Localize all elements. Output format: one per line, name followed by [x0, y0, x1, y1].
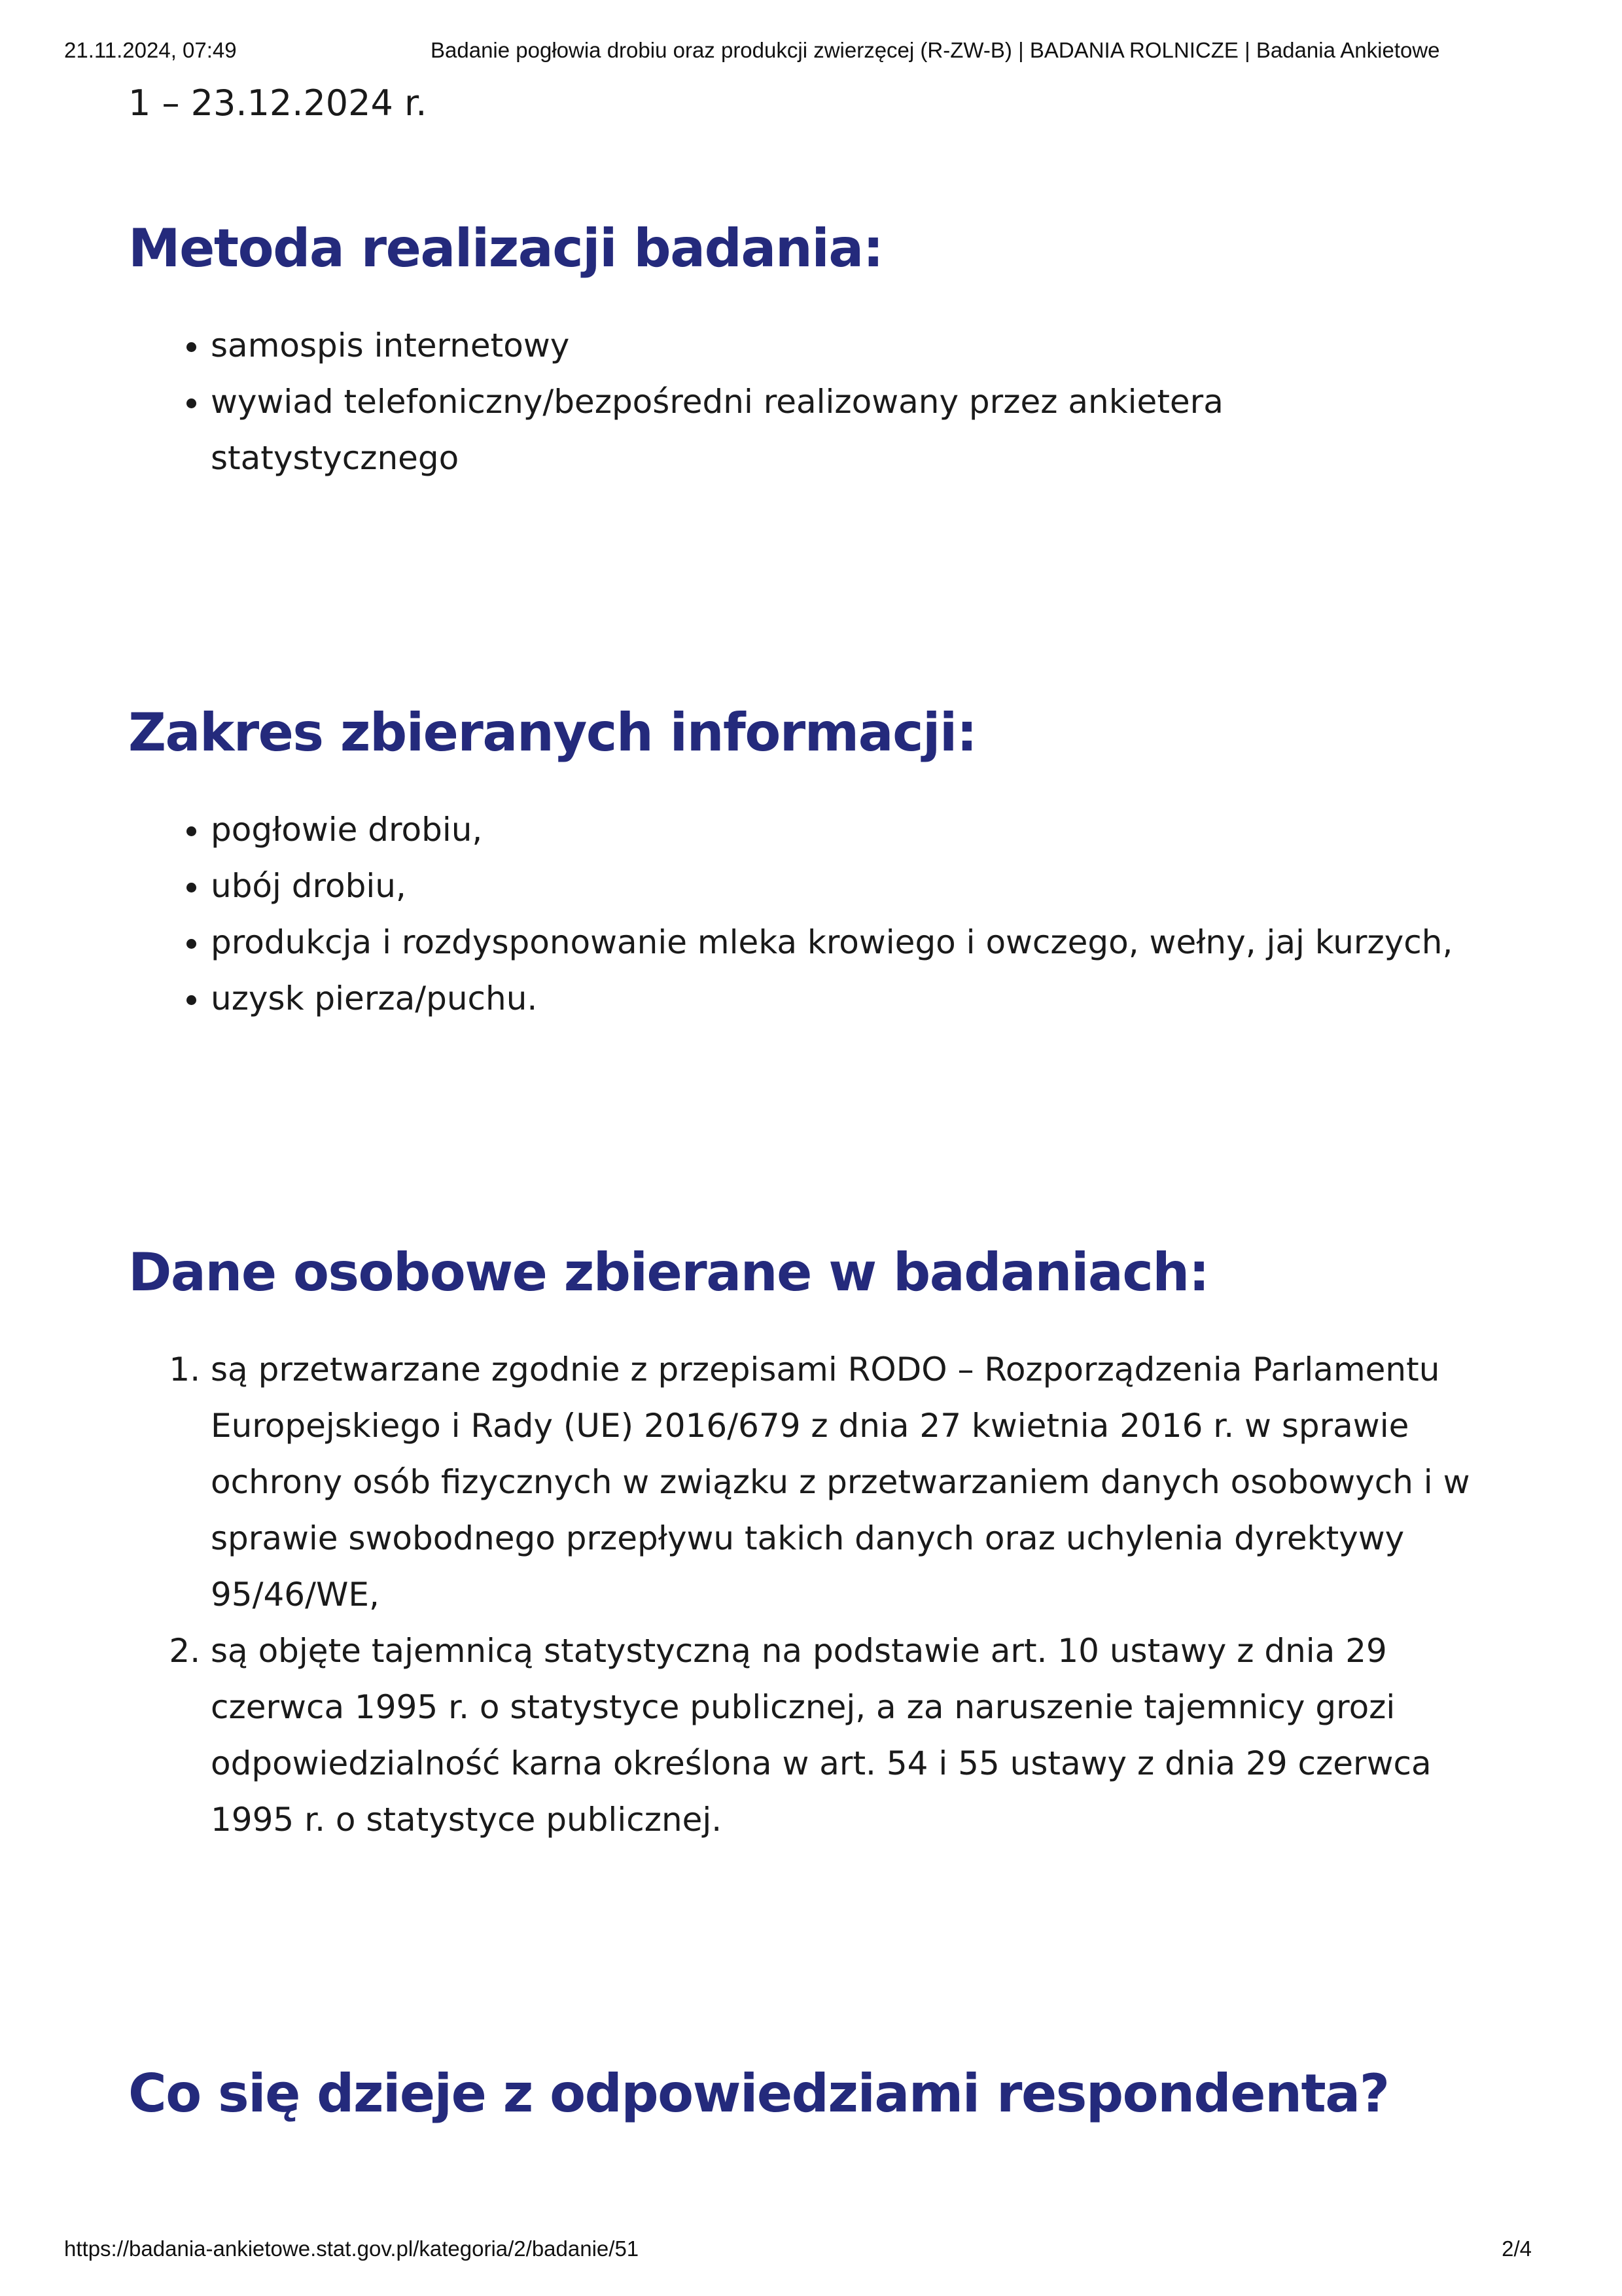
scope-list — [128, 802, 1453, 1027]
list-item: • uzysk pierza/puchu. — [211, 970, 1453, 1027]
method-heading: Metoda realizacji badania: — [128, 218, 883, 279]
method-section — [128, 216, 1388, 486]
survey-date-range: 1 – 23.12.2024 r. — [128, 82, 427, 124]
list-item: 1. są przetwarzane zgodnie z przepisami RODO – Rozporządzenia Parlamentu Europejskiego i Rady (UE) 2016/679 z dnia 27 kwietnia 2016 r. w sprawie ochrony osób fizycznych w związku z przetwarzaniem danych osobowych i w sprawie swobodnego przepływu takich danych oraz uchylenia dyrektywy 95/46/WE, — [211, 1341, 1519, 1623]
print-page-title: Badanie pogłowia drobiu oraz produkcji zwierzęcej (R-ZW-B) | BADANIA ROLNICZE | Badania Ankietowe — [431, 38, 1440, 62]
list-item: • samospis internetowy — [211, 317, 1388, 374]
method-list — [128, 317, 1388, 486]
list-item: • wywiad telefoniczny/bezpośredni realizowany przez ankietera statystycznego — [211, 374, 1388, 486]
list-item: • pogłowie drobiu, — [211, 802, 1453, 858]
scope-section — [128, 700, 1453, 1027]
main-content — [128, 75, 1528, 2124]
personal-data-heading: Dane osobowe zbierane w badaniach: — [128, 1242, 1209, 1303]
personal-data-section — [128, 1240, 1528, 1848]
list-item: • produkcja i rozdysponowanie mleka krowiego i owczego, wełny, jaj kurzych, — [211, 914, 1453, 970]
personal-data-list — [128, 1341, 1519, 1848]
list-item: 2. są objęte tajemnicą statystyczną na podstawie art. 10 ustawy z dnia 29 czerwca 1995 r. o statystyce publicznej, a za naruszenie tajemnicy grozi odpowiedzialność karna określona w art. 54 i 55 ustawy z dnia 29 czerwca 1995 r. o statystyce publicznej. — [211, 1623, 1519, 1848]
responses-section — [128, 2061, 1389, 2127]
print-url: https://badania-ankietowe.stat.gov.pl/kategoria/2/badanie/51 — [64, 2236, 639, 2261]
print-page-number: 2/4 — [1502, 2236, 1532, 2261]
responses-heading: Co się dzieje z odpowiedziami respondenta? — [128, 2063, 1389, 2124]
print-date: 21.11.2024, 07:49 — [64, 38, 237, 62]
list-item: • ubój drobiu, — [211, 858, 1453, 914]
scope-heading: Zakres zbieranych informacji: — [128, 702, 977, 763]
print-footer — [64, 2236, 1558, 2269]
print-header — [64, 38, 1558, 71]
